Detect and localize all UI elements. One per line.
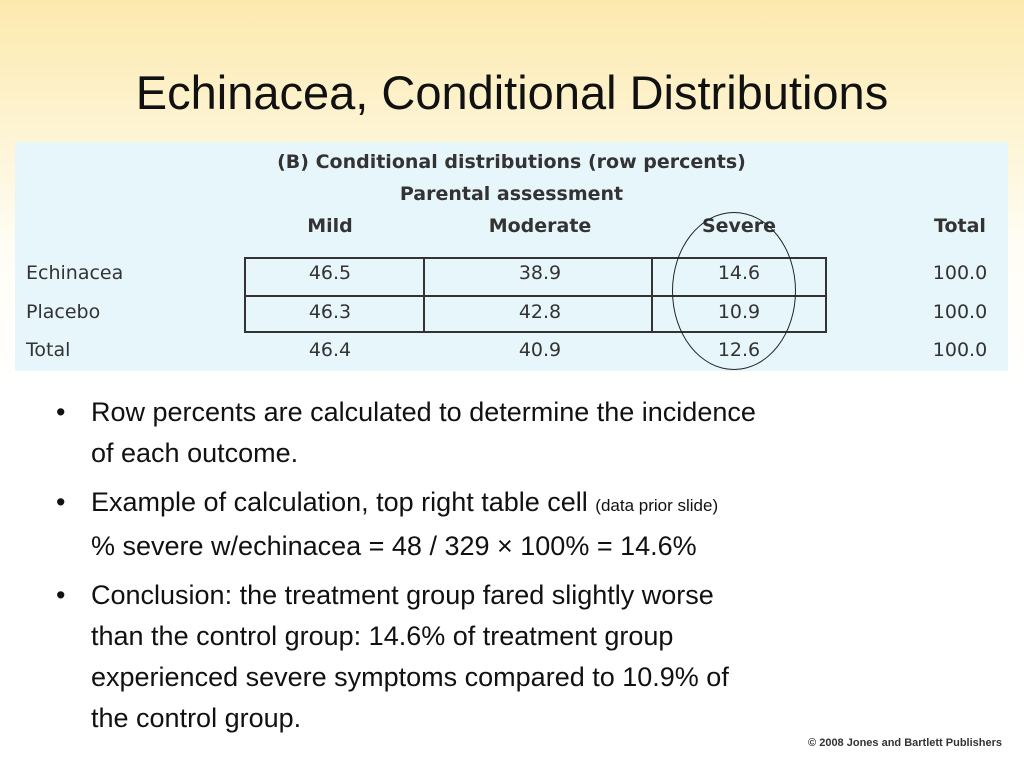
table-cell: 38.9: [518, 262, 562, 284]
table-cell: 10.9: [717, 301, 761, 323]
bullet-text: than the control group: 14.6% of treatment group: [91, 621, 674, 651]
table-subcaption: Parental assessment: [399, 183, 624, 205]
bullet-item: [56, 392, 956, 474]
column-header-severe: Severe: [701, 215, 777, 237]
bullet-dot: •: [56, 580, 66, 610]
bullet-text: experienced severe symptoms compared to 10.9% of: [91, 662, 729, 692]
bullet-text: Example of calculation, top right table cell: [91, 487, 596, 517]
table-cell: 46.5: [308, 262, 352, 284]
table-cell: 12.6: [717, 339, 761, 361]
table-cell: 100.0: [932, 301, 988, 323]
table-cell: 14.6: [717, 262, 761, 284]
bullet-list: [56, 392, 956, 747]
column-header-mild: Mild: [307, 215, 353, 237]
bullet-text: of each outcome.: [91, 438, 299, 468]
bullet-text: Conclusion: the treatment group fared slightly worse: [91, 580, 714, 610]
table-cell: 46.3: [308, 301, 352, 323]
row-label-total: Total: [26, 339, 71, 361]
table-cell: 100.0: [932, 262, 988, 284]
bullet-text: the control group.: [91, 703, 302, 733]
severe-column-highlight-circle: [672, 212, 796, 370]
bullet-text: % severe w/echinacea = 48 / 329 × 100% = 14.6%: [91, 531, 697, 561]
bullet-item: [56, 575, 956, 739]
table-cell: 46.4: [308, 339, 352, 361]
row-label-echinacea: Echinacea: [26, 262, 124, 284]
table-cell: 42.8: [518, 301, 562, 323]
row-label-placebo: Placebo: [26, 301, 101, 323]
column-header-moderate: Moderate: [488, 215, 592, 237]
bullet-dot: •: [56, 397, 66, 427]
table-cell: 40.9: [518, 339, 562, 361]
bullet-note: (data prior slide): [595, 496, 719, 515]
column-header-total: Total: [934, 215, 986, 237]
slide-title: Echinacea, Conditional Distributions: [135, 66, 889, 119]
bullet-dot: •: [56, 487, 66, 517]
bullet-text: Row percents are calculated to determine the incidence: [91, 397, 756, 427]
bullet-item: [56, 482, 956, 567]
copyright-notice: © 2008 Jones and Bartlett Publishers: [808, 737, 1002, 749]
conditional-distribution-table: [15, 142, 1008, 371]
table-cell: 100.0: [932, 339, 988, 361]
table-caption: (B) Conditional distributions (row percents): [277, 151, 746, 173]
